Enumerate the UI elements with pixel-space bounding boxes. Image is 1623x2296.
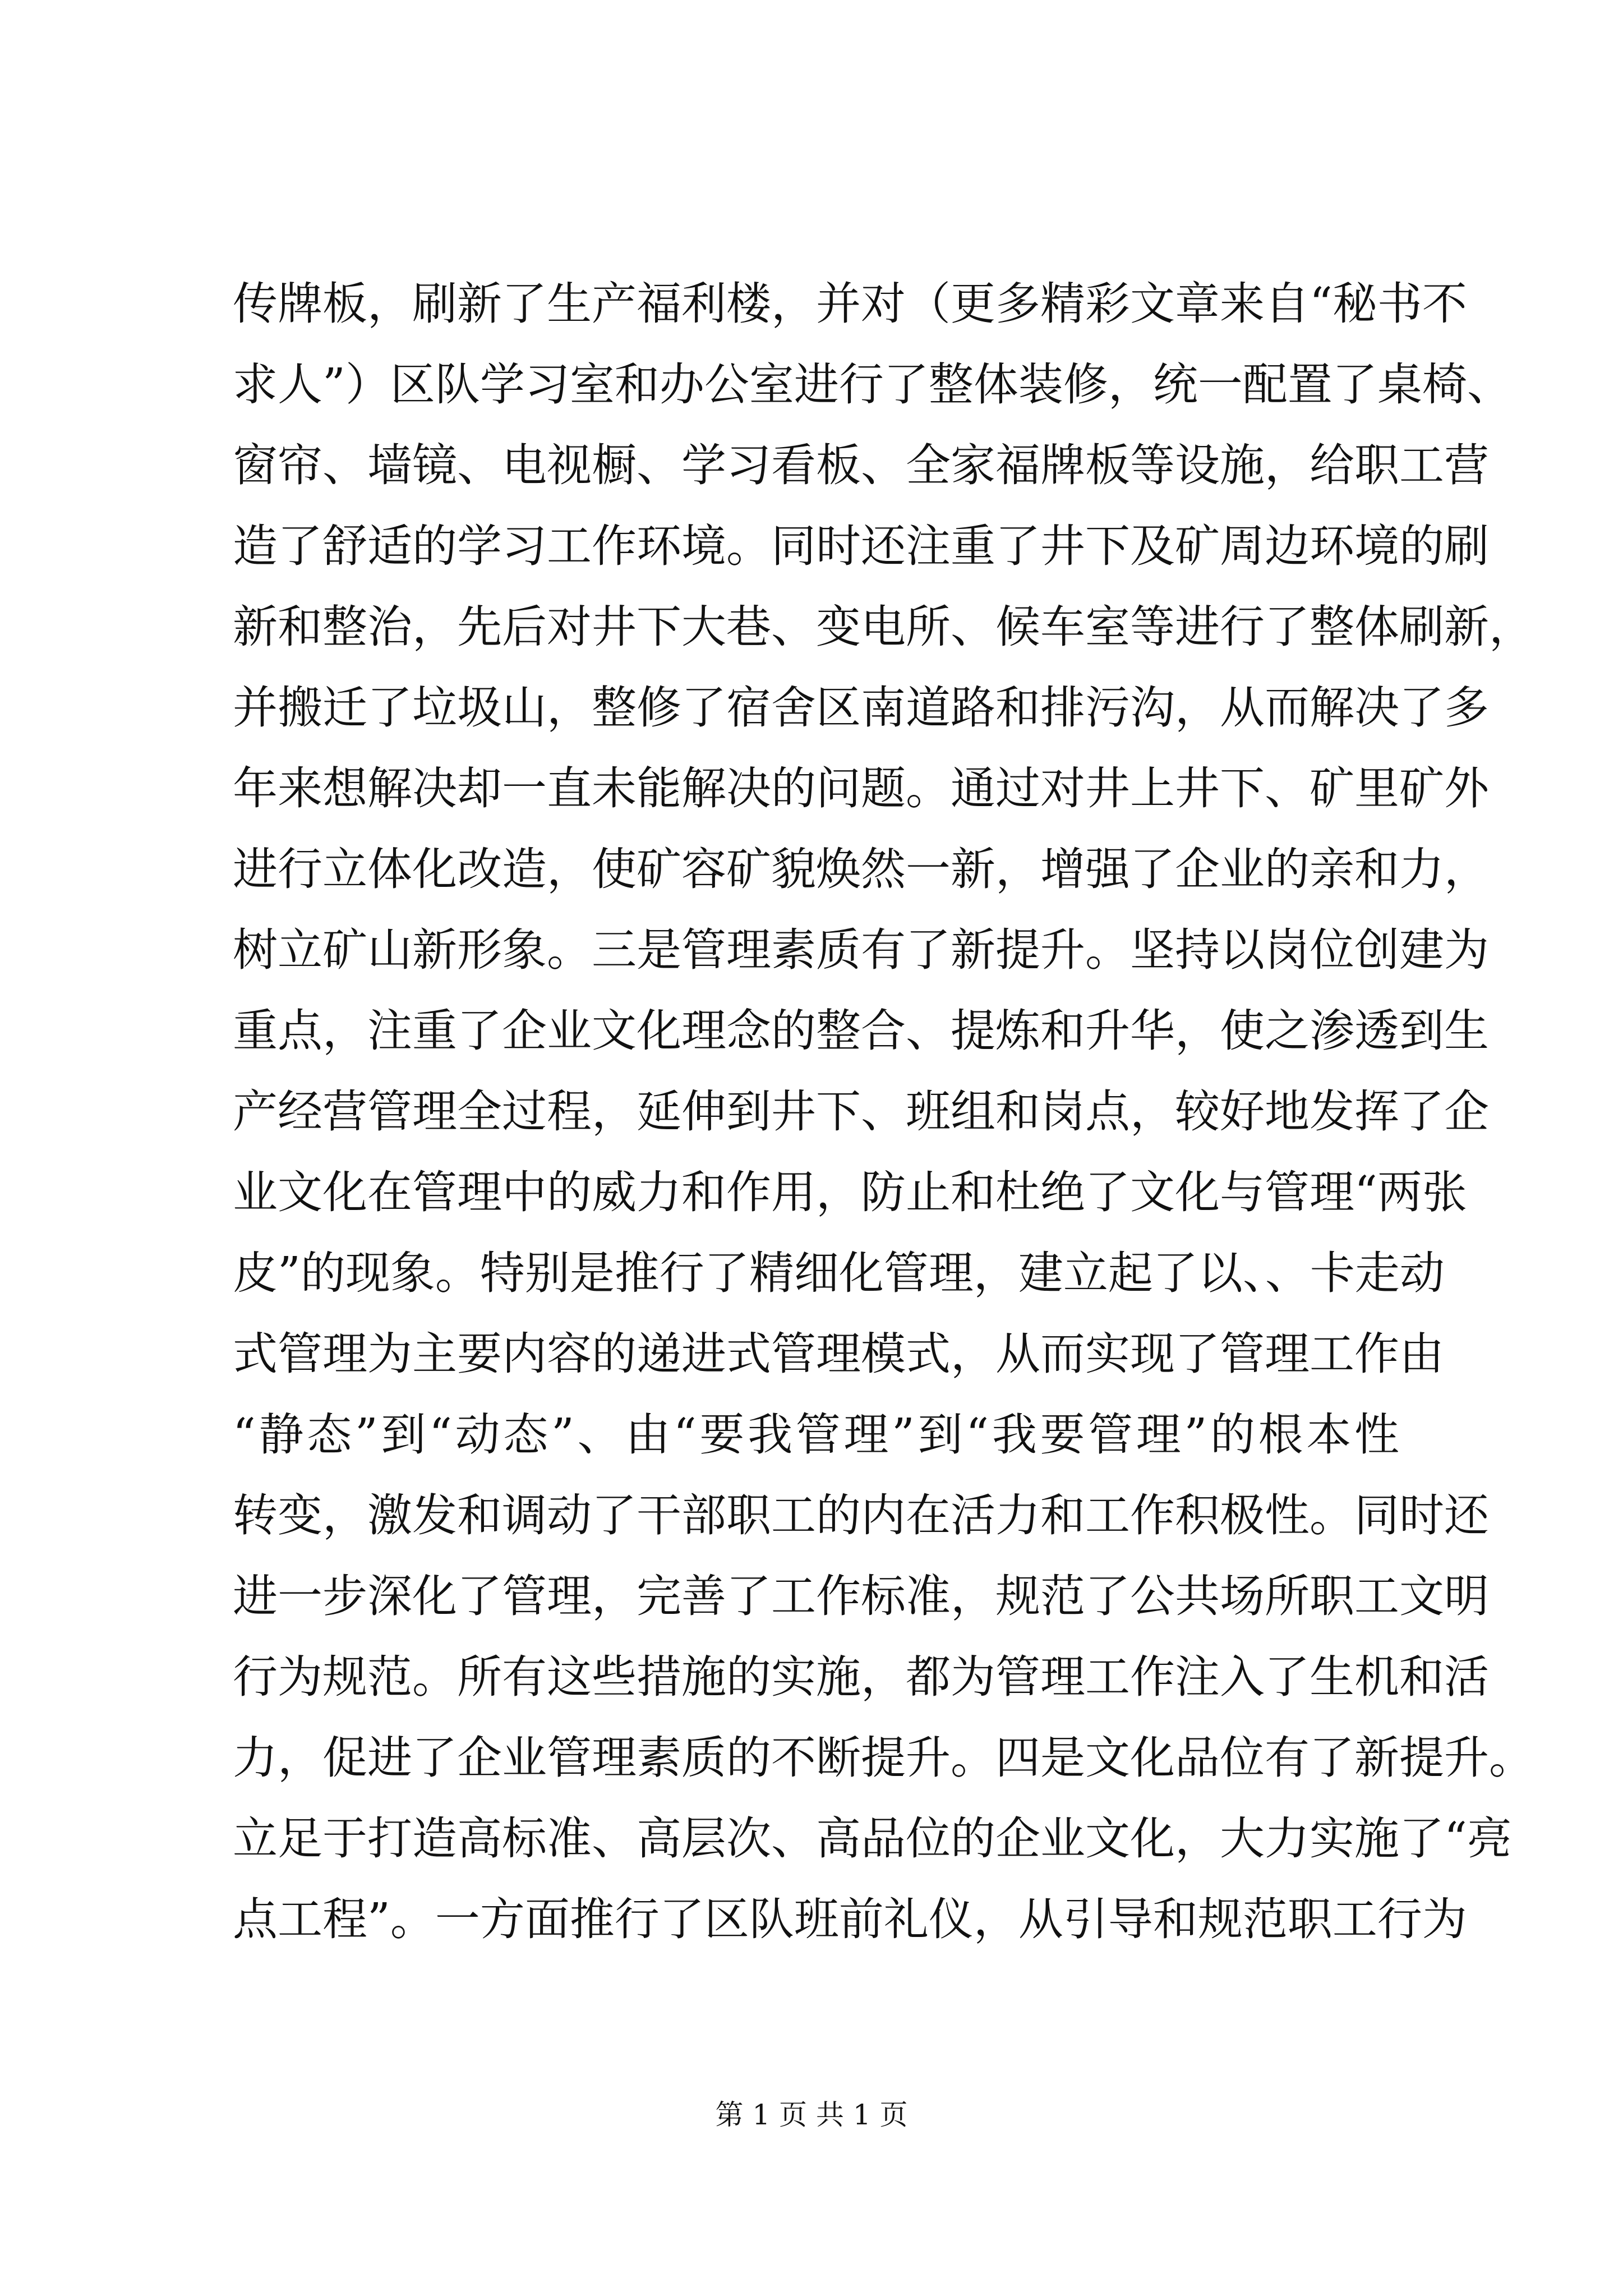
- text-line: 转变，激发和调动了干部职工的内在活力和工作积极性。同时还: [233, 1489, 1489, 1542]
- text-line: 立足于打造高标准、高层次、高品位的企业文化，大力实施了“亮: [233, 1812, 1512, 1865]
- text-line: 点工程”。一方面推行了区队班前礼仪，从引导和规范职工行为: [233, 1893, 1467, 1945]
- page-footer: [0, 2095, 1623, 2134]
- text-line: 传牌板，刷新了生产福利楼，并对（更多精彩文章来自“秘书不: [233, 278, 1467, 330]
- text-line: 造了舒适的学习工作环境。同时还注重了井下及矿周边环境的刷: [233, 520, 1489, 572]
- text-line: 进行立体化改造，使矿容矿貌焕然一新，增强了企业的亲和力，: [233, 843, 1489, 895]
- text-line: 窗帘、墙镜、电视橱、学习看板、全家福牌板等设施，给职工营: [233, 439, 1489, 491]
- text-line: 皮”的现象。特别是推行了精细化管理，建立起了以、、卡走动: [233, 1247, 1445, 1299]
- text-line: 树立矿山新形象。三是管理素质有了新提升。坚持以岗位创建为: [233, 924, 1489, 976]
- text-line: “静态”到“动态”、由“要我管理”到“我要管理”的根本性: [233, 1409, 1399, 1461]
- page-number-label: 第 1 页 共 1 页: [715, 2099, 908, 2131]
- text-line: 业文化在管理中的威力和作用，防止和杜绝了文化与管理“两张: [233, 1166, 1467, 1218]
- text-line: 行为规范。所有这些措施的实施，都为管理工作注入了生机和活: [233, 1651, 1489, 1703]
- text-line: 进一步深化了管理，完善了工作标准，规范了公共场所职工文明: [233, 1570, 1489, 1622]
- body-text: [233, 264, 1534, 1960]
- text-line: 年来想解决却一直未能解决的问题。通过对井上井下、矿里矿外: [233, 762, 1489, 815]
- text-line: 重点，注重了企业文化理念的整合、提炼和升华，使之渗透到生: [233, 1005, 1489, 1057]
- text-line: 新和整治，先后对井下大巷、变电所、候车室等进行了整体刷新，: [233, 601, 1534, 653]
- text-line: 力，促进了企业管理素质的不断提升。四是文化品位有了新提升。: [233, 1732, 1534, 1784]
- text-line: 并搬迁了垃圾山，整修了宿舍区南道路和排污沟，从而解决了多: [233, 682, 1489, 734]
- text-line: 式管理为主要内容的递进式管理模式，从而实现了管理工作由: [233, 1328, 1444, 1380]
- text-line: 产经营管理全过程，延伸到井下、班组和岗点，较好地发挥了企: [233, 1085, 1489, 1138]
- text-line: 求人”）区队学习室和办公室进行了整体装修，统一配置了桌椅、: [233, 358, 1512, 411]
